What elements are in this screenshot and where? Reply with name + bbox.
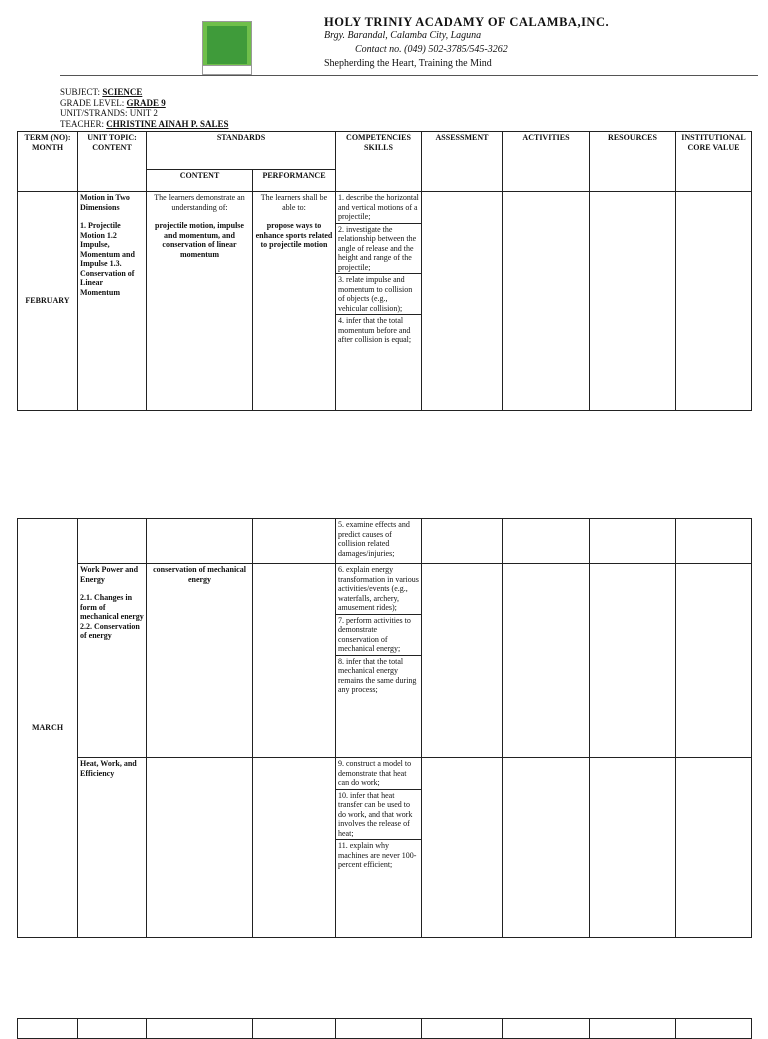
letterhead (324, 15, 609, 71)
performance-empty (253, 519, 336, 564)
header-resources: RESOURCES (590, 132, 676, 192)
curriculum-table-next (17, 1018, 752, 1039)
resources-cell (590, 519, 676, 564)
competency-item: 9. construct a model to demonstrate that heat can do work; (336, 758, 421, 790)
table-cell (422, 1019, 503, 1039)
topic-subtopics: 1. Projectile Motion 1.2 Impulse, Momentum and Impulse 1.3. Conservation of Linear Momentum (80, 221, 135, 297)
content-standard-work: conservation of mechanical energy (147, 564, 253, 758)
header-core-value: INSTITUTIONAL CORE VALUE (676, 132, 752, 192)
topic-title: Work Power and Energy (80, 565, 139, 584)
unit-topic-work-energy (78, 564, 147, 758)
competency-item: 4. infer that the total momentum before and after collision is equal; (338, 316, 412, 344)
header-rule (60, 75, 758, 76)
header-performance: PERFORMANCE (253, 170, 336, 192)
resources-cell (590, 758, 676, 938)
header-content: CONTENT (147, 170, 253, 192)
grade-value: GRADE 9 (126, 97, 166, 108)
assessment-cell (422, 192, 503, 411)
performance-empty (253, 758, 336, 938)
resources-cell (590, 564, 676, 758)
subject-label: SUBJECT: (60, 87, 103, 97)
grade-line (60, 98, 228, 109)
unit-topic-motion (78, 192, 147, 411)
table-cell (336, 1019, 422, 1039)
competency-item: 5. examine effects and predict causes of collision related damages/injuries; (336, 519, 422, 564)
competency-item: 11. explain why machines are never 100-percent efficient; (338, 841, 417, 869)
unit-line: UNIT/STRANDS: UNIT 2 (60, 108, 158, 118)
table-cell (503, 1019, 590, 1039)
document-meta (60, 87, 228, 129)
competency-item: 10. infer that heat transfer can be used to do work, and that work involves the release of heat; (336, 790, 421, 841)
logo-emblem (207, 26, 247, 64)
assessment-cell (422, 564, 503, 758)
content-empty (147, 519, 253, 564)
competency-item: 6. explain energy transformation in various activities/events (e.g., waterfalls, archery, amusement rides); (336, 564, 421, 615)
table-cell (147, 1019, 253, 1039)
curriculum-table-february (17, 131, 752, 411)
performance-empty (253, 564, 336, 758)
table-cell (253, 1019, 336, 1039)
core-value-cell (676, 192, 752, 411)
competencies-february (336, 192, 422, 411)
performance-focus: propose ways to enhance sports related to projectile motion (255, 221, 333, 249)
resources-cell (590, 192, 676, 411)
performance-standard (253, 192, 336, 411)
header-unit: UNIT TOPIC: CONTENT (78, 132, 147, 192)
school-address: Brgy. Barandal, Calamba City, Laguna (324, 30, 482, 41)
subject-value: SCIENCE (102, 87, 143, 97)
activities-cell (503, 564, 590, 758)
school-name: HOLY TRINIY ACADAMY OF CALAMBA,INC. (324, 15, 610, 29)
content-standard (147, 192, 253, 411)
competency-item: 7. perform activities to demonstrate conservation of mechanical energy; (336, 615, 421, 656)
topic-subtopics: 2.1. Changes in form of mechanical energy 2.2. Conservation of energy (80, 593, 144, 640)
performance-intro: The learners shall be able to: (260, 193, 328, 212)
table-cell (676, 1019, 752, 1039)
school-motto: Shepherding the Heart, Training the Mind (324, 58, 492, 69)
header-competencies: COMPETENCIES SKILLS (336, 132, 422, 192)
competencies-heat (336, 758, 422, 938)
competency-item: 2. investigate the relationship between the angle of release and the height and range of the projectile; (336, 224, 421, 275)
header-assessment: ASSESSMENT (422, 132, 503, 192)
competency-item: 1. describe the horizontal and vertical motions of a projectile; (336, 192, 421, 224)
topic-title: Motion in Two Dimensions (80, 193, 130, 212)
month-february: FEBRUARY (18, 192, 78, 411)
core-value-cell (676, 519, 752, 564)
curriculum-table-march (17, 518, 752, 938)
unit-topic-empty (78, 519, 147, 564)
teacher-value: CHRISTINE AINAH P. SALES (106, 118, 229, 129)
activities-cell (503, 519, 590, 564)
content-focus: projectile motion, impulse and momentum, and conservation of linear momentum (155, 221, 244, 259)
assessment-cell (422, 519, 503, 564)
school-logo (202, 21, 252, 75)
activities-cell (503, 758, 590, 938)
table-cell (78, 1019, 147, 1039)
content-intro: The learners demonstrate an understanding of: (154, 193, 245, 212)
grade-label: GRADE LEVEL: (60, 97, 127, 108)
subject-line (60, 87, 228, 98)
table-cell (18, 1019, 78, 1039)
school-contact: Contact no. (049) 502-3785/545-3262 (355, 44, 508, 55)
competency-item: 8. infer that the total mechanical energy remains the same during any process; (338, 656, 417, 694)
header-activities: ACTIVITIES (503, 132, 590, 192)
month-march: MARCH (18, 519, 78, 938)
header-standards: STANDARDS (147, 132, 336, 170)
assessment-cell (422, 758, 503, 938)
core-value-cell (676, 758, 752, 938)
teacher-label: TEACHER: (60, 118, 107, 129)
core-value-cell (676, 564, 752, 758)
competency-item: 3. relate impulse and momentum to collision of objects (e.g., vehicular collision); (336, 274, 421, 315)
table-cell (590, 1019, 676, 1039)
activities-cell (503, 192, 590, 411)
content-empty (147, 758, 253, 938)
logo-band (203, 65, 251, 74)
competencies-work (336, 564, 422, 758)
unit-topic-heat: Heat, Work, and Efficiency (78, 758, 147, 938)
header-term: TERM (NO): MONTH (18, 132, 78, 192)
teacher-line (60, 119, 228, 130)
